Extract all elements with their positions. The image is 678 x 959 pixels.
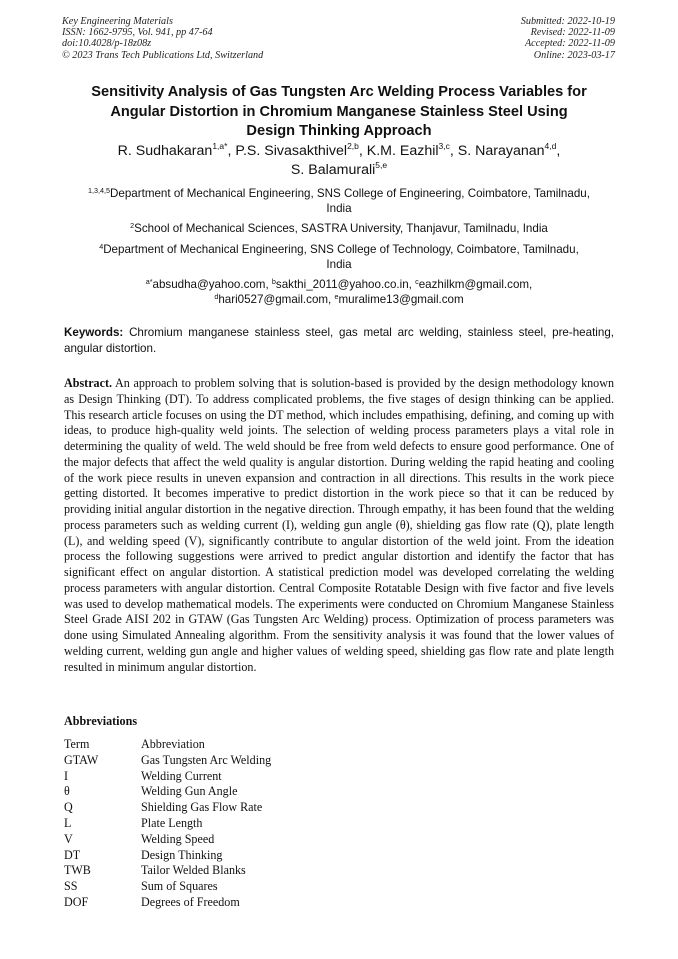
title-line: Design Thinking Approach [246,123,432,140]
abbreviations-row [64,848,271,864]
abbreviation-term: θ [64,784,70,799]
abstract-text: An approach to problem solving that is solution-based is provided by the design methodology known as Design Thinking (DT). To address complicated problems, the five stages of design thinking can be applied. This research article focuses on using the DT method, which includes empathising, defining, and coming up with ideas, to produce high-quality weld joints. The selection of welding process parameters plays a vital role in determining the quality of weld. The weld should be free from weld defects to ensure good performance. One of the major defects that affect the weld quality is angular distortion. During welding the rapid heating and cooling of the work piece results in uneven expansion and contraction in all directions. This results in the work piece getting distorted. It becomes imperative to predict distortion in the work piece so that it can be reduced by providing initial angular distortion in the negative direction. Through empathy, it has been found that the welding process parameters such as welding current (I), welding gun angle (θ), shielding gas flow rate (Q), plate length (L), and welding speed (V), significantly contribute to angular distortion of the weld joint. From the ideation process the following suggestions were arrived to predict angular distortion and identify the factor that has significant effect on angular distortion. A statistical prediction model was developed correlating the welding process parameters with angular distortion. Central Composite Rotatable Design with five factor and five levels was used to develop mathematical models. The experiments were conducted on Chromium Manganese Stainless Steel Grade AISI 202 in GTAW (Gas Tungsten Arc Welding) process. Optimization of process parameters was done using Simulated Annealing algorithm. From the sensitivity analysis it was found that the lower values of welding current, welding gun angle and higher values of welding speed, shielding gas flow rate and plate length resulted in minimum angular distortion. [64,376,614,674]
author-affiliation-mark: 1,a* [212,141,228,151]
email-address: absudha@yahoo.com, [152,278,272,291]
abbreviations-row [64,816,271,832]
abbreviation-term: Term [64,737,90,751]
date-submitted: Submitted: 2022-10-19 [520,16,615,27]
affiliation-mark: 2 [130,221,135,230]
abbreviations-table [64,737,271,911]
abbreviation-meaning: Abbreviation [141,737,205,751]
email-address: sakthi_2011@yahoo.co.in, [275,278,416,291]
authors-line-1: R. Sudhakaran$^{1,a*}$, P.S. Sivasakthivel$^{2,b}$, K.M. Eazhil$^{3,c}$, S. Narayanan$^{4,d}$, [117,141,561,159]
author-name: R. Sudhakaran [117,143,213,159]
email-mark: a* [145,277,153,286]
affiliation-text: Department of Mechanical Engineering, SNS College of Technology, Coimbatore, Tamilnadu, [103,243,579,256]
abbreviations-header-row [64,737,271,753]
authors-line-2 [40,161,638,180]
abbreviations-row [64,753,271,769]
abbreviation-meaning: Welding Current [141,768,222,783]
title-line: Angular Distortion in Chromium Manganese Stainless Steel Using [110,103,568,120]
date-online: Online: 2023-03-17 [533,49,615,61]
abbreviation-meaning: Plate Length [141,815,203,830]
keywords [64,325,614,357]
email-address: muralime13@gmail.com [338,293,464,307]
date-accepted: Accepted: 2022-11-09 [524,38,615,50]
abbreviations-row [64,800,271,816]
affiliation-text: School of Mechanical Sciences, SASTRA University, Thanjavur, Tamilnadu, India [134,222,548,235]
abstract [64,376,614,675]
abbreviation-meaning: Degrees of Freedom [141,894,240,909]
author-name: P.S. Sivasakthivel [235,143,348,159]
title-line: Sensitivity Analysis of Gas Tungsten Arc Welding Process Variables for [91,84,587,100]
keywords-label: Keywords: [64,326,124,339]
author-affiliation-mark: 5,e [375,160,388,170]
journal-doi: doi:10.4028/p-18z08z [62,38,152,50]
author-name: K.M. Eazhil [366,143,439,159]
affiliation-mark: 1,3,4,5 [88,186,111,195]
email-mark: b [271,277,276,286]
abbreviation-term: Q [64,800,73,815]
journal-issn: ISSN: 1662-9795, Vol. 941, pp 47-64 [62,27,213,39]
affiliation [56,242,622,273]
author-affiliation-mark: 4,d [544,141,557,151]
abstract-label: Abstract. [64,376,113,390]
abbreviations-row [64,769,271,785]
abbreviation-meaning: Sum of Squares [141,879,218,894]
author-list [40,142,638,180]
affiliation-text: India [326,258,352,272]
journal-copyright: © 2023 Trans Tech Publications Ltd, Switzerland [62,49,264,61]
abbreviation-meaning: Welding Gun Angle [141,784,238,799]
abbreviations-heading: Abbreviations [64,714,138,728]
paper-title [40,83,638,142]
email-mark: e [334,292,339,302]
journal-name: Key Engineering Materials [62,16,173,27]
keywords-text: Chromium manganese stainless steel, gas metal arc welding, stainless steel, pre-heating, angular distortion. [64,326,614,355]
affiliation-text: India [326,202,352,216]
abbreviations-row [64,832,271,848]
publication-dates [521,16,615,61]
affiliation [56,221,622,236]
abbreviation-term: TWB [64,863,91,878]
date-revised: Revised: 2022-11-09 [530,27,615,39]
author-affiliation-mark: 3,c [438,141,450,151]
abbreviations-row [64,784,271,800]
abbreviation-term: SS [64,879,78,894]
email-mark: c [415,277,419,286]
abbreviations-row [64,863,271,879]
abbreviation-term: DOF [64,894,89,909]
abbreviation-meaning: Gas Tungsten Arc Welding [141,752,272,767]
email-address: eazhilkm@gmail.com, [418,278,533,291]
author-affiliation-mark: 2,b [347,141,359,151]
abbreviation-meaning: Tailor Welded Blanks [141,863,246,878]
abbreviation-term: V [64,831,73,846]
author-name: S. Balamurali [290,162,376,178]
abbreviation-meaning: Shielding Gas Flow Rate [141,800,263,815]
abbreviations-row [64,879,271,895]
author-name: S. Narayanan [457,143,545,159]
abbreviations-row [64,895,271,911]
email-address: hari0527@gmail.com, [218,293,335,307]
journal-info [62,16,263,61]
abbreviation-meaning: Welding Speed [141,831,215,846]
abbreviation-term: L [64,815,72,830]
abbreviation-term: DT [64,847,81,862]
email-mark: d [214,292,219,302]
abbreviation-term: GTAW [64,752,99,767]
affiliation-mark: 4 [99,242,104,251]
affiliation-text: Department of Mechanical Engineering, SNS College of Engineering, Coimbatore, Tamilnadu, [110,187,590,200]
abbreviation-meaning: Design Thinking [141,847,223,862]
affiliation [56,186,622,217]
email-list [56,277,622,308]
abbreviation-term: I [64,768,69,783]
